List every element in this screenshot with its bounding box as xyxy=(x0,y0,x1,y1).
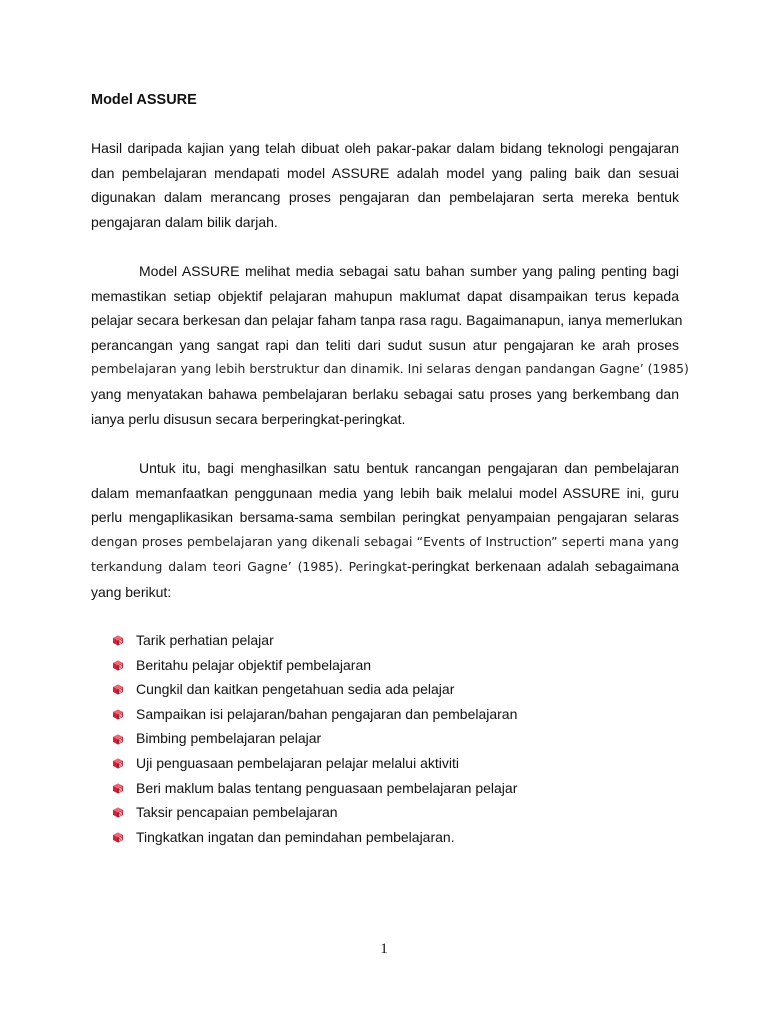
intro-line-2: dan pembelajaran mendapati model ASSURE adalah model yang paling baik dan sesuai xyxy=(91,164,679,181)
red-book-bullet-icon xyxy=(112,733,124,745)
list-item xyxy=(112,677,517,702)
events-intro-line-1: Untuk itu, bagi menghasilkan satu bentuk rancangan pengajaran dan pembelajaran xyxy=(139,460,679,476)
media-line-6: yang menyatakan bahawa pembelajaran berlaku sebagai satu proses yang berkembang dan xyxy=(91,385,679,402)
document-title: Model ASSURE xyxy=(91,92,197,108)
intro-line-3: digunakan dalam merancang proses pengajaran dan pembelajaran serta mereka bentuk xyxy=(91,189,679,206)
list-item-text: Uji penguasaan pembelajaran pelajar melalui aktiviti xyxy=(136,754,459,771)
red-book-bullet-icon xyxy=(112,708,124,720)
list-item-text: Beri maklum balas tentang penguasaan pembelajaran pelajar xyxy=(136,779,518,796)
media-line-1: Model ASSURE melihat media sebagai satu bahan sumber yang paling penting bagi xyxy=(139,263,679,279)
media-paragraph xyxy=(91,259,689,431)
page-number: 1 xyxy=(380,941,388,957)
intro-line-4: pengajaran dalam bilik darjah. xyxy=(91,213,278,230)
list-item-text: Tingkatkan ingatan dan pemindahan pembelajaran. xyxy=(136,828,455,845)
events-intro-line-5-part-a: terkandung dalam teori Gagne’ (1985). Peringkat xyxy=(91,559,407,575)
list-item-text: Sampaikan isi pelajaran/bahan pengajaran dan pembelajaran xyxy=(136,705,518,722)
list-item xyxy=(112,702,517,727)
list-item xyxy=(112,800,517,825)
events-intro-line-2: dalam memanfaatkan penggunaan media yang lebih baik melalui model ASSURE ini, guru xyxy=(91,484,679,501)
list-item-text: Tarik perhatian pelajar xyxy=(136,632,274,648)
intro-line-1: Hasil daripada kajian yang telah dibuat oleh pakar-pakar dalam bidang teknologi pengajaran xyxy=(91,140,679,156)
events-intro-line-5 xyxy=(91,554,679,580)
list-item xyxy=(112,776,517,801)
red-book-bullet-icon xyxy=(112,806,124,818)
list-item xyxy=(112,653,517,678)
events-intro-paragraph xyxy=(91,456,679,605)
list-item-text: Beritahu pelajar objektif pembelajaran xyxy=(136,656,372,673)
media-line-4: perancangan yang sangat rapi dan teliti dari sudut susun atur pengajaran ke arah proses xyxy=(91,336,679,353)
list-item xyxy=(112,726,517,751)
media-line-5: pembelajaran yang lebih berstruktur dan dinamik. Ini selaras dengan pandangan Gagne’ (1985) xyxy=(91,361,689,377)
list-item xyxy=(112,825,517,850)
events-intro-line-5-part-b: -peringkat berkenaan adalah sebagaimana xyxy=(406,558,679,575)
red-book-bullet-icon xyxy=(112,831,124,843)
list-item xyxy=(112,628,517,653)
red-book-bullet-icon xyxy=(112,782,124,794)
red-book-bullet-icon xyxy=(112,757,124,769)
events-intro-line-6: yang berikut: xyxy=(91,583,172,600)
list-item-text: Bimbing pembelajaran pelajar xyxy=(136,730,322,747)
events-of-instruction-list xyxy=(112,628,517,849)
media-line-3: pelajar secara berkesan dan pelajar faham tanpa rasa ragu. Bagaimanapun, ianya memerlukan xyxy=(91,312,683,329)
intro-paragraph xyxy=(91,136,679,234)
red-book-bullet-icon xyxy=(112,659,124,671)
media-line-2: memastikan setiap objektif pelajaran mahupun maklumat dapat disampaikan terus kepada xyxy=(91,287,679,304)
list-item-text: Cungkil dan kaitkan pengetahuan sedia ada pelajar xyxy=(136,681,455,698)
media-line-7: ianya perlu disusun secara berperingkat-peringkat. xyxy=(91,410,406,427)
events-intro-line-4: dengan proses pembelajaran yang dikenali sebagai “Events of Instruction” seperti mana yang xyxy=(91,533,679,549)
list-item-text: Taksir pencapaian pembelajaran xyxy=(136,804,338,821)
events-intro-line-3: perlu mengaplikasikan bersama-sama sembilan peringkat penyampaian pengajaran selaras xyxy=(91,509,679,526)
list-item xyxy=(112,751,517,776)
red-book-bullet-icon xyxy=(112,634,124,646)
red-book-bullet-icon xyxy=(112,683,124,695)
